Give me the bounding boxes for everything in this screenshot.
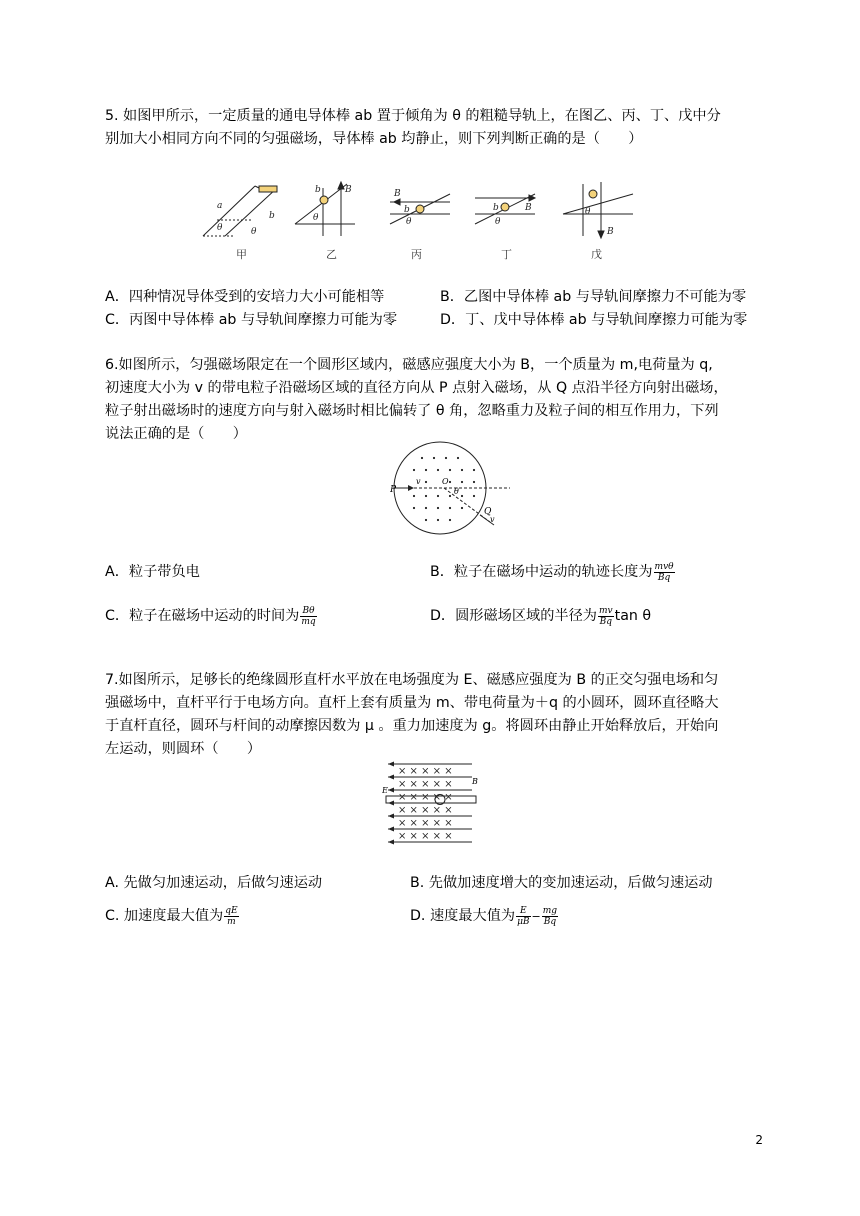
q6-option-d-numerator: mv [599,605,613,616]
svg-text:θ: θ [217,223,223,233]
q6-option-d-text: D．圆形磁场区域的半径为 [430,608,597,624]
caption-ding: 丁 [501,248,512,261]
svg-text:θ: θ [251,227,257,237]
q7-stem-line-2: 强磁场中，直杆平行于电场方向。直杆上套有质量为 m、带电荷量为＋q 的小圆环，圆环直径略大 [105,695,719,711]
q7-option-c [105,905,240,927]
figure-jia [203,186,277,237]
svg-text:B: B [525,203,532,213]
q7-option-d-denominator-2: Bq [543,916,557,927]
svg-text:v: v [490,515,495,524]
svg-text:b: b [269,211,275,221]
svg-text:v: v [416,477,421,486]
q7-option-b: B. 先做加速度增大的变加速运动，后做匀速运动 [410,875,713,891]
q6-figure [390,440,520,540]
q6-option-c-fraction [300,606,316,627]
figure-ding [475,194,535,227]
svg-text:b: b [404,205,410,215]
svg-text:b: b [315,185,321,195]
svg-text:θ: θ [313,213,319,223]
svg-text:× × × × ×: × × × × × [398,792,453,803]
caption-yi: 乙 [326,248,337,261]
q7-stem-line-4: 左运动，则圆环（ ） [105,741,262,757]
q6-option-c-text: C．粒子在磁场中运动的时间为 [105,608,300,624]
q7-option-d-fraction-1 [516,906,530,927]
q6-stem-line-3: 粒子射出磁场时的速度方向与射入磁场时相比偏转了 θ 角，忽略重力及粒子间的相互作用力，下列 [105,403,719,419]
figure-bing [390,189,450,227]
svg-text:b: b [493,203,499,213]
q6-stem-line-1: 6.如图所示，匀强磁场限定在一个圆形区域内，磁感应强度大小为 B，一个质量为 m,电荷量为 q, [105,357,713,373]
q5-figures [195,178,655,240]
svg-text:× × × × ×: × × × × × [398,831,453,842]
q6-option-d-tail: tan θ [614,608,652,624]
svg-text:θ: θ [495,217,501,227]
svg-text:B: B [345,185,352,195]
q5-option-c: C．丙图中导体棒 ab 与导轨间摩擦力可能为零 [105,312,398,328]
q6-option-b-denominator: Bq [657,572,671,583]
q7-option-d-numerator-2: mg [542,905,558,916]
q6-option-d [430,605,651,627]
caption-wu: 戊 [591,248,602,261]
svg-text:× × × × ×: × × × × × [398,805,453,816]
q6-option-d-fraction [598,606,614,627]
figure-yi [295,182,355,236]
q7-stem-line-3: 于直杆直径，圆环与杆间的动摩擦因数为 μ 。重力加速度为 g。将圆环由静止开始释放后，开始向 [105,718,719,734]
q6-stem-line-2: 初速度大小为 v 的带电粒子沿磁场区域的直径方向从 P 点射入磁场，从 Q 点沿半径方向射出磁场， [105,380,728,396]
q7-stem-line-1: 7.如图所示，足够长的绝缘圆形直杆水平放在电场强度为 E、磁感应强度为 B 的正交匀强电场和匀 [105,672,719,688]
q7-option-d [410,905,559,928]
q6-option-b-text: B．粒子在磁场中运动的轨迹长度为 [430,564,653,580]
q7-figure [382,760,492,848]
q7-option-d-numerator-1: E [516,906,530,917]
q5-option-a: A．四种情况导体受到的安培力大小可能相等 [105,289,385,305]
svg-text:θ: θ [454,487,459,496]
q7-option-d-fraction-2 [542,906,558,927]
q7-option-c-numerator: qE [225,905,238,916]
svg-text:× × × × ×: × × × × × [398,766,453,777]
svg-text:O: O [442,477,449,486]
q5-stem-line-2: 别加大小相同方向不同的匀强磁场，导体棒 ab 均静止，则下列判断正确的是（ ） [105,131,643,147]
q7-option-c-text: C. 加速度最大值为 [105,908,224,924]
q6-option-d-denominator: Bq [599,616,612,627]
q5-option-b: B．乙图中导体棒 ab 与导轨间摩擦力不可能为零 [440,289,747,305]
q7-option-d-denominator-1: μB [517,916,530,927]
svg-text:a: a [217,201,223,211]
q7-option-c-fraction [224,906,238,927]
svg-text:B: B [394,189,401,199]
q5-option-d: D．丁、戊中导体棒 ab 与导轨间摩擦力可能为零 [440,312,748,328]
q6-option-b-fraction [654,562,675,583]
q7-option-c-denominator: m [227,916,236,927]
svg-text:× × × × ×: × × × × × [398,779,453,790]
svg-text:B: B [607,227,614,237]
q6-option-c [105,605,318,627]
q6-option-c-numerator: Bθ [300,606,316,617]
svg-text:× × × × ×: × × × × × [398,818,453,829]
q6-option-c-denominator: mq [301,616,316,627]
q6-option-a: A．粒子带负电 [105,564,200,580]
q7-option-a: A. 先做匀加速运动，后做匀速运动 [105,875,323,891]
svg-text:θ: θ [406,217,412,227]
svg-text:E: E [382,786,388,795]
q7-option-d-minus: − [531,910,541,923]
q6-stem-line-4: 说法正确的是（ ） [105,426,247,442]
svg-text:B: B [472,777,478,786]
q7-option-d-text: D. 速度最大值为 [410,908,516,924]
svg-text:P: P [390,485,397,495]
caption-jia: 甲 [236,248,247,261]
svg-text:Q: Q [484,507,492,517]
caption-bing: 丙 [411,248,422,261]
q5-stem-line-1: 5. 如图甲所示，一定质量的通电导体棒 ab 置于倾角为 θ 的粗糙导轨上，在图乙、丙、丁、戊中分 [105,108,721,124]
svg-text:θ: θ [585,207,591,217]
q6-option-b [430,561,676,583]
figure-wu [563,182,633,238]
q6-option-b-numerator: mvθ [654,561,674,572]
page-number: 2 [755,1133,763,1147]
